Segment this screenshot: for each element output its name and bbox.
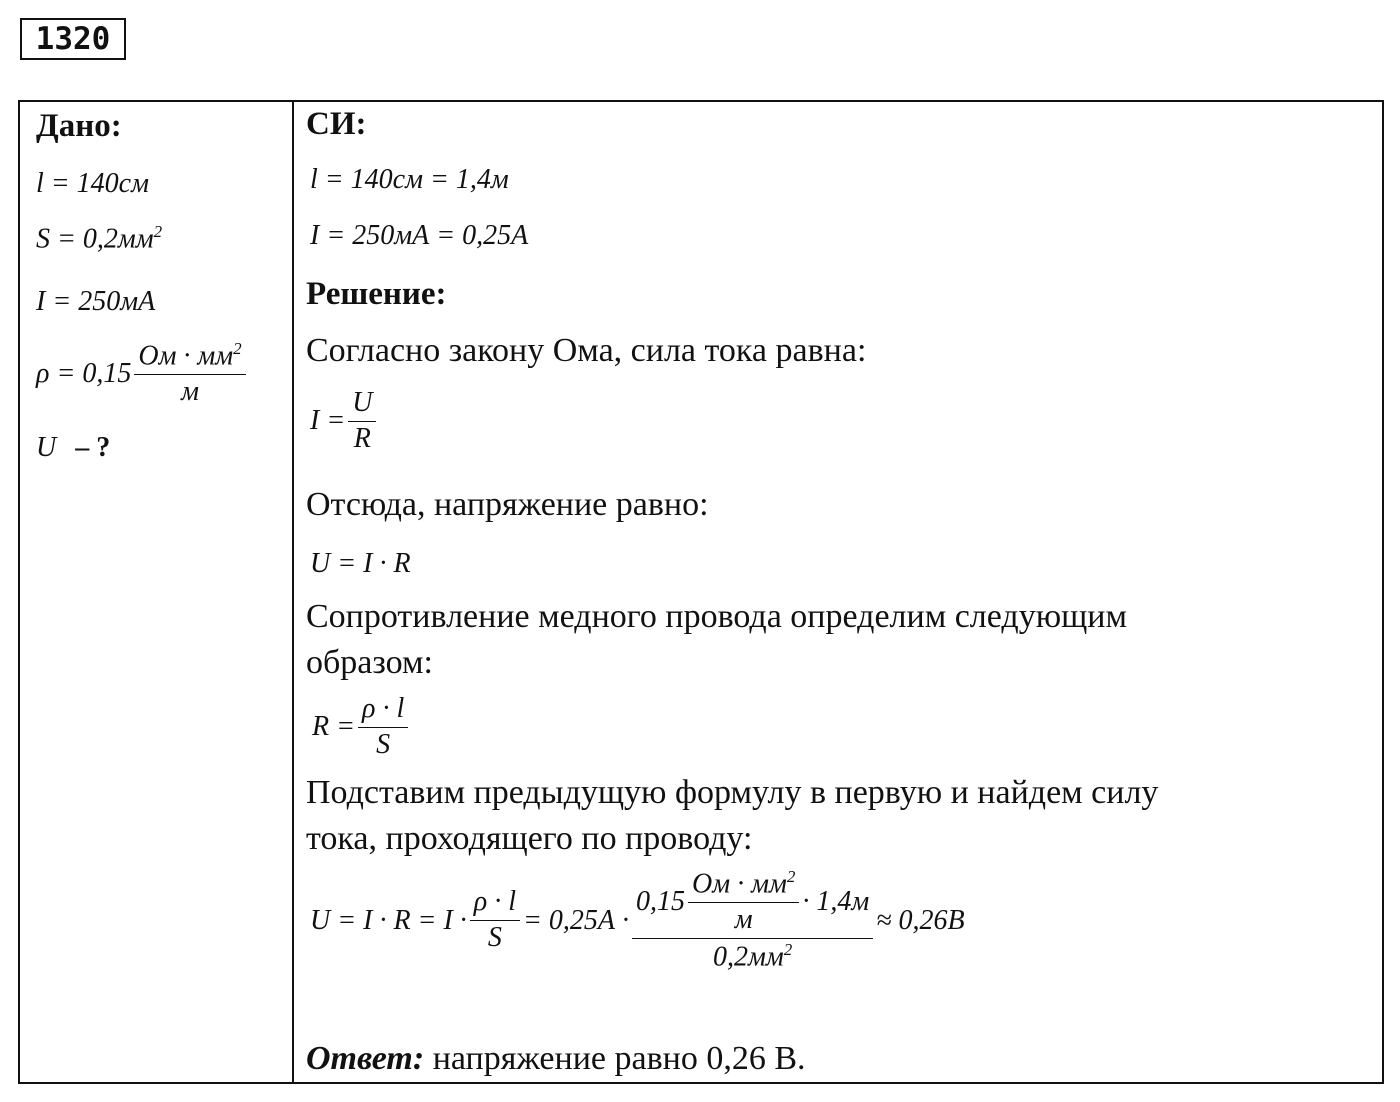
final-big-den [709,939,796,973]
solution-text-voltage: Отсюда, напряжение равно: [306,486,709,523]
ohm-fraction [348,388,376,455]
final-mid: = 0,25А · [522,904,629,936]
ohm-law-formula [310,388,379,455]
ohm-den: R [353,422,371,454]
res-den: S [376,728,391,760]
final-big-den-base: 0,2мм [712,941,784,973]
res-fraction [358,694,408,761]
final-big-num [632,868,873,939]
given-resistivity [36,340,249,408]
solution-text-substitute-2: тока, проходящего по проводу: [306,820,753,857]
unknown-mark: – ? [75,432,111,463]
final-fraction-1 [470,887,520,954]
solution-text-resistance-1: Сопротивление медного провода определим следующим [306,598,1127,635]
answer-line [306,1040,806,1078]
solution-text-substitute-1: Подставим предыдущую формулу в первую и найдем силу [306,774,1159,811]
si-length: l = 140см = 1,4м [310,164,509,195]
unknown-var: U [36,432,57,463]
final-inner-num: Ом · мм [691,868,787,900]
given-area-exp: 2 [153,222,163,241]
ohm-num: U [348,388,376,422]
si-current: I = 250мА = 0,25А [310,220,529,251]
ohm-lhs: I = [310,405,346,437]
given-rho-prefix: ρ = 0,15 [36,357,132,389]
resistance-formula [312,694,411,761]
final-big-den-exp: 2 [783,939,793,959]
final-formula [310,868,965,973]
final-big-num-prefix: 0,15 [635,885,685,917]
final-f1-den: S [487,922,502,954]
answer-text: напряжение равно 0,26 В. [432,1040,806,1077]
column-divider [292,102,294,1082]
final-lhs: U = I · R = I · [310,904,467,936]
problem-number: 1320 [20,18,126,60]
res-lhs: R = [312,711,355,743]
given-header: Дано: [36,108,122,144]
given-current: I = 250мА [36,286,156,317]
given-area-base: S = 0,2мм [36,223,154,255]
given-rho-fraction [134,340,245,408]
given-area [36,222,162,255]
si-header: СИ: [306,106,367,142]
given-unknown [36,432,110,464]
final-inner-fraction [688,868,799,936]
voltage-formula: U = I · R [310,548,411,579]
final-inner-num-exp: 2 [786,867,796,886]
final-big-num-suffix: · 1,4м [802,885,870,917]
solution-text-resistance-2: образом: [306,644,433,681]
solution-table [18,100,1384,1084]
given-rho-num-exp: 2 [233,339,242,358]
solution-header: Решение: [306,276,447,312]
final-f1-num: ρ · l [470,887,520,921]
given-rho-den: м [181,376,199,408]
answer-label: Ответ: [306,1040,425,1077]
res-num: ρ · l [358,694,408,728]
final-result: ≈ 0,26В [876,904,965,936]
final-inner-den: м [734,904,753,936]
final-fraction-big [632,868,873,973]
given-length: l = 140см [36,168,149,199]
solution-text-ohm: Согласно закону Ома, сила тока равна: [306,332,867,369]
given-rho-num: Ом · мм [138,340,234,372]
